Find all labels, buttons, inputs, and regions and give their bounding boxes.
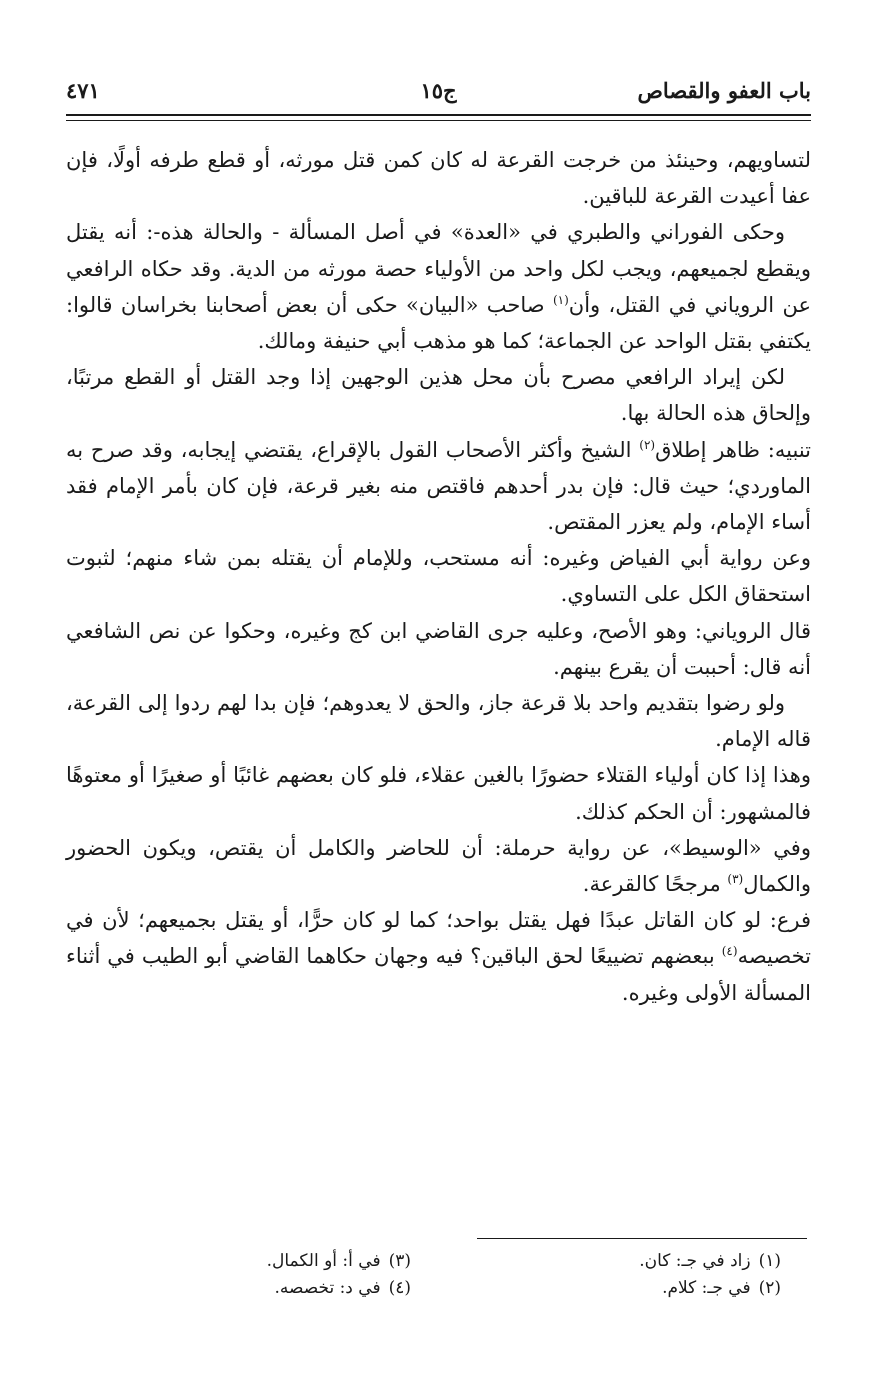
footnote-marker: (٣) [727, 872, 744, 887]
chapter-title: باب العفو والقصاص [637, 78, 811, 103]
footnote-marker: (١) [552, 292, 569, 307]
page-number: ٤٧١ [66, 78, 100, 103]
paragraph-9 [66, 830, 811, 902]
paragraph-1 [66, 142, 811, 214]
footnote-item [81, 1248, 411, 1275]
footnote-number: (٤) [388, 1278, 411, 1298]
footnote-separator [477, 1238, 807, 1239]
paragraph-text: ببعضهم تضييعًا لحق الباقين؟ فيه وجهان حكاهما القاضي أبو الطيب في أثناء المسألة الأولى وغيره. [66, 944, 811, 1005]
paragraph-text: ولو رضوا بتقديم واحد بلا قرعة جاز، والحق لا يعدوهم؛ فإن بدا لهم ردوا إلى القرعة، قاله الإمام. [66, 691, 811, 752]
footnote-number: (٢) [758, 1278, 781, 1298]
footnote-text: في د: تخصصه. [274, 1278, 381, 1298]
paragraph-text: وفي «الوسيط»، عن رواية حرملة: أن للحاضر والكامل أن يقتص، ويكون الحضور والكمال [66, 835, 811, 897]
paragraph-text: الشيخ وأكثر الأصحاب القول بالإقراع، يقتضي إيجابه، وقد صرح به الماوردي؛ حيث قال: فإن بدر أحدهم فاقتص منه بغير قرعة، فإن كان بأمر الإمام فقد أساء الإمام، ولم يعزر المقتص. [66, 437, 811, 535]
paragraph-6 [66, 613, 811, 685]
paragraph-text: لكن إيراد الرافعي مصرح بأن محل هذين الوجهين إذا وجد القتل أو القطع مرتبًا، وإلحاق هذه الحالة بها. [66, 365, 811, 426]
footnote-number: (١) [758, 1251, 781, 1271]
footnote-marker: (٤) [721, 944, 738, 959]
paragraph-text: وهذا إذا كان أولياء القتلاء حضورًا بالغين عقلاء، فلو كان بعضهم غائبًا أو صغيرًا أو معتوهًا فالمشهور: أن الحكم كذلك. [66, 763, 811, 824]
footnote-text: في أ: أو الكمال. [266, 1251, 381, 1271]
paragraph-8 [66, 757, 811, 829]
running-header [66, 78, 811, 112]
header-rule-thin [66, 120, 811, 121]
paragraph-5 [66, 540, 811, 612]
paragraph-text: صاحب «البيان» حكى أن بعض أصحابنا بخراسان قالوا: يكتفي بقتل الواحد عن الجماعة؛ كما هو مذهب أبي حنيفة ومالك. [66, 292, 811, 354]
paragraph-text: فرع: لو كان القاتل عبدًا فهل يقتل بواحد؛ كما لو كان حرًّا، أو يقتل بجميعهم؛ لأن في تخصيصه [66, 908, 811, 969]
footnote-number: (٣) [388, 1251, 411, 1271]
paragraph-text: تنبيه: ظاهر إطلاق [655, 437, 812, 462]
footnote-column-right [451, 1248, 781, 1302]
paragraph-text: وعن رواية أبي الفياض وغيره: أنه مستحب، وللإمام أن يقتله بمن شاء منهم؛ لثبوت استحقاق الكل على التساوي. [66, 546, 811, 607]
paragraph-7 [66, 685, 811, 757]
footnote-text: في جـ: كلام. [662, 1278, 751, 1298]
paragraph-3 [66, 359, 811, 431]
footnote-column-left [81, 1248, 411, 1302]
footnote-item [451, 1275, 781, 1302]
footnote-item [451, 1248, 781, 1275]
paragraph-text: مرجحًا كالقرعة. [582, 872, 721, 897]
paragraph-text: وحكى الفوراني والطبري في «العدة» في أصل المسألة - والحالة هذه-: أنه يقتل ويقطع لجميعهم، ويجب لكل واحد من الأولياء حصة مورثه من الدية. وقد حكاه الرافعي عن الروياني في القتل، وأن [66, 220, 811, 317]
paragraph-10 [66, 902, 811, 1011]
footnote-text: زاد في جـ: كان. [639, 1251, 751, 1271]
volume-label: ج١٥ [420, 78, 457, 103]
footnote-item [81, 1275, 411, 1302]
paragraph-text: قال الروياني: وهو الأصح، وعليه جرى القاضي ابن كج وغيره، وحكوا عن نص الشافعي أنه قال: أحببت أن يقرع بينهم. [66, 618, 811, 679]
header-rule-thick [66, 114, 811, 116]
main-text [66, 142, 811, 1011]
footnote-marker: (٢) [639, 437, 656, 452]
paragraph-2 [66, 214, 811, 359]
paragraph-4 [66, 432, 811, 541]
paragraph-text: لتساويهم، وحينئذ من خرجت القرعة له كان كمن قتل مورثه، أو قطع طرفه أولًا، فإن عفا أعيدت القرعة للباقين. [66, 148, 811, 209]
